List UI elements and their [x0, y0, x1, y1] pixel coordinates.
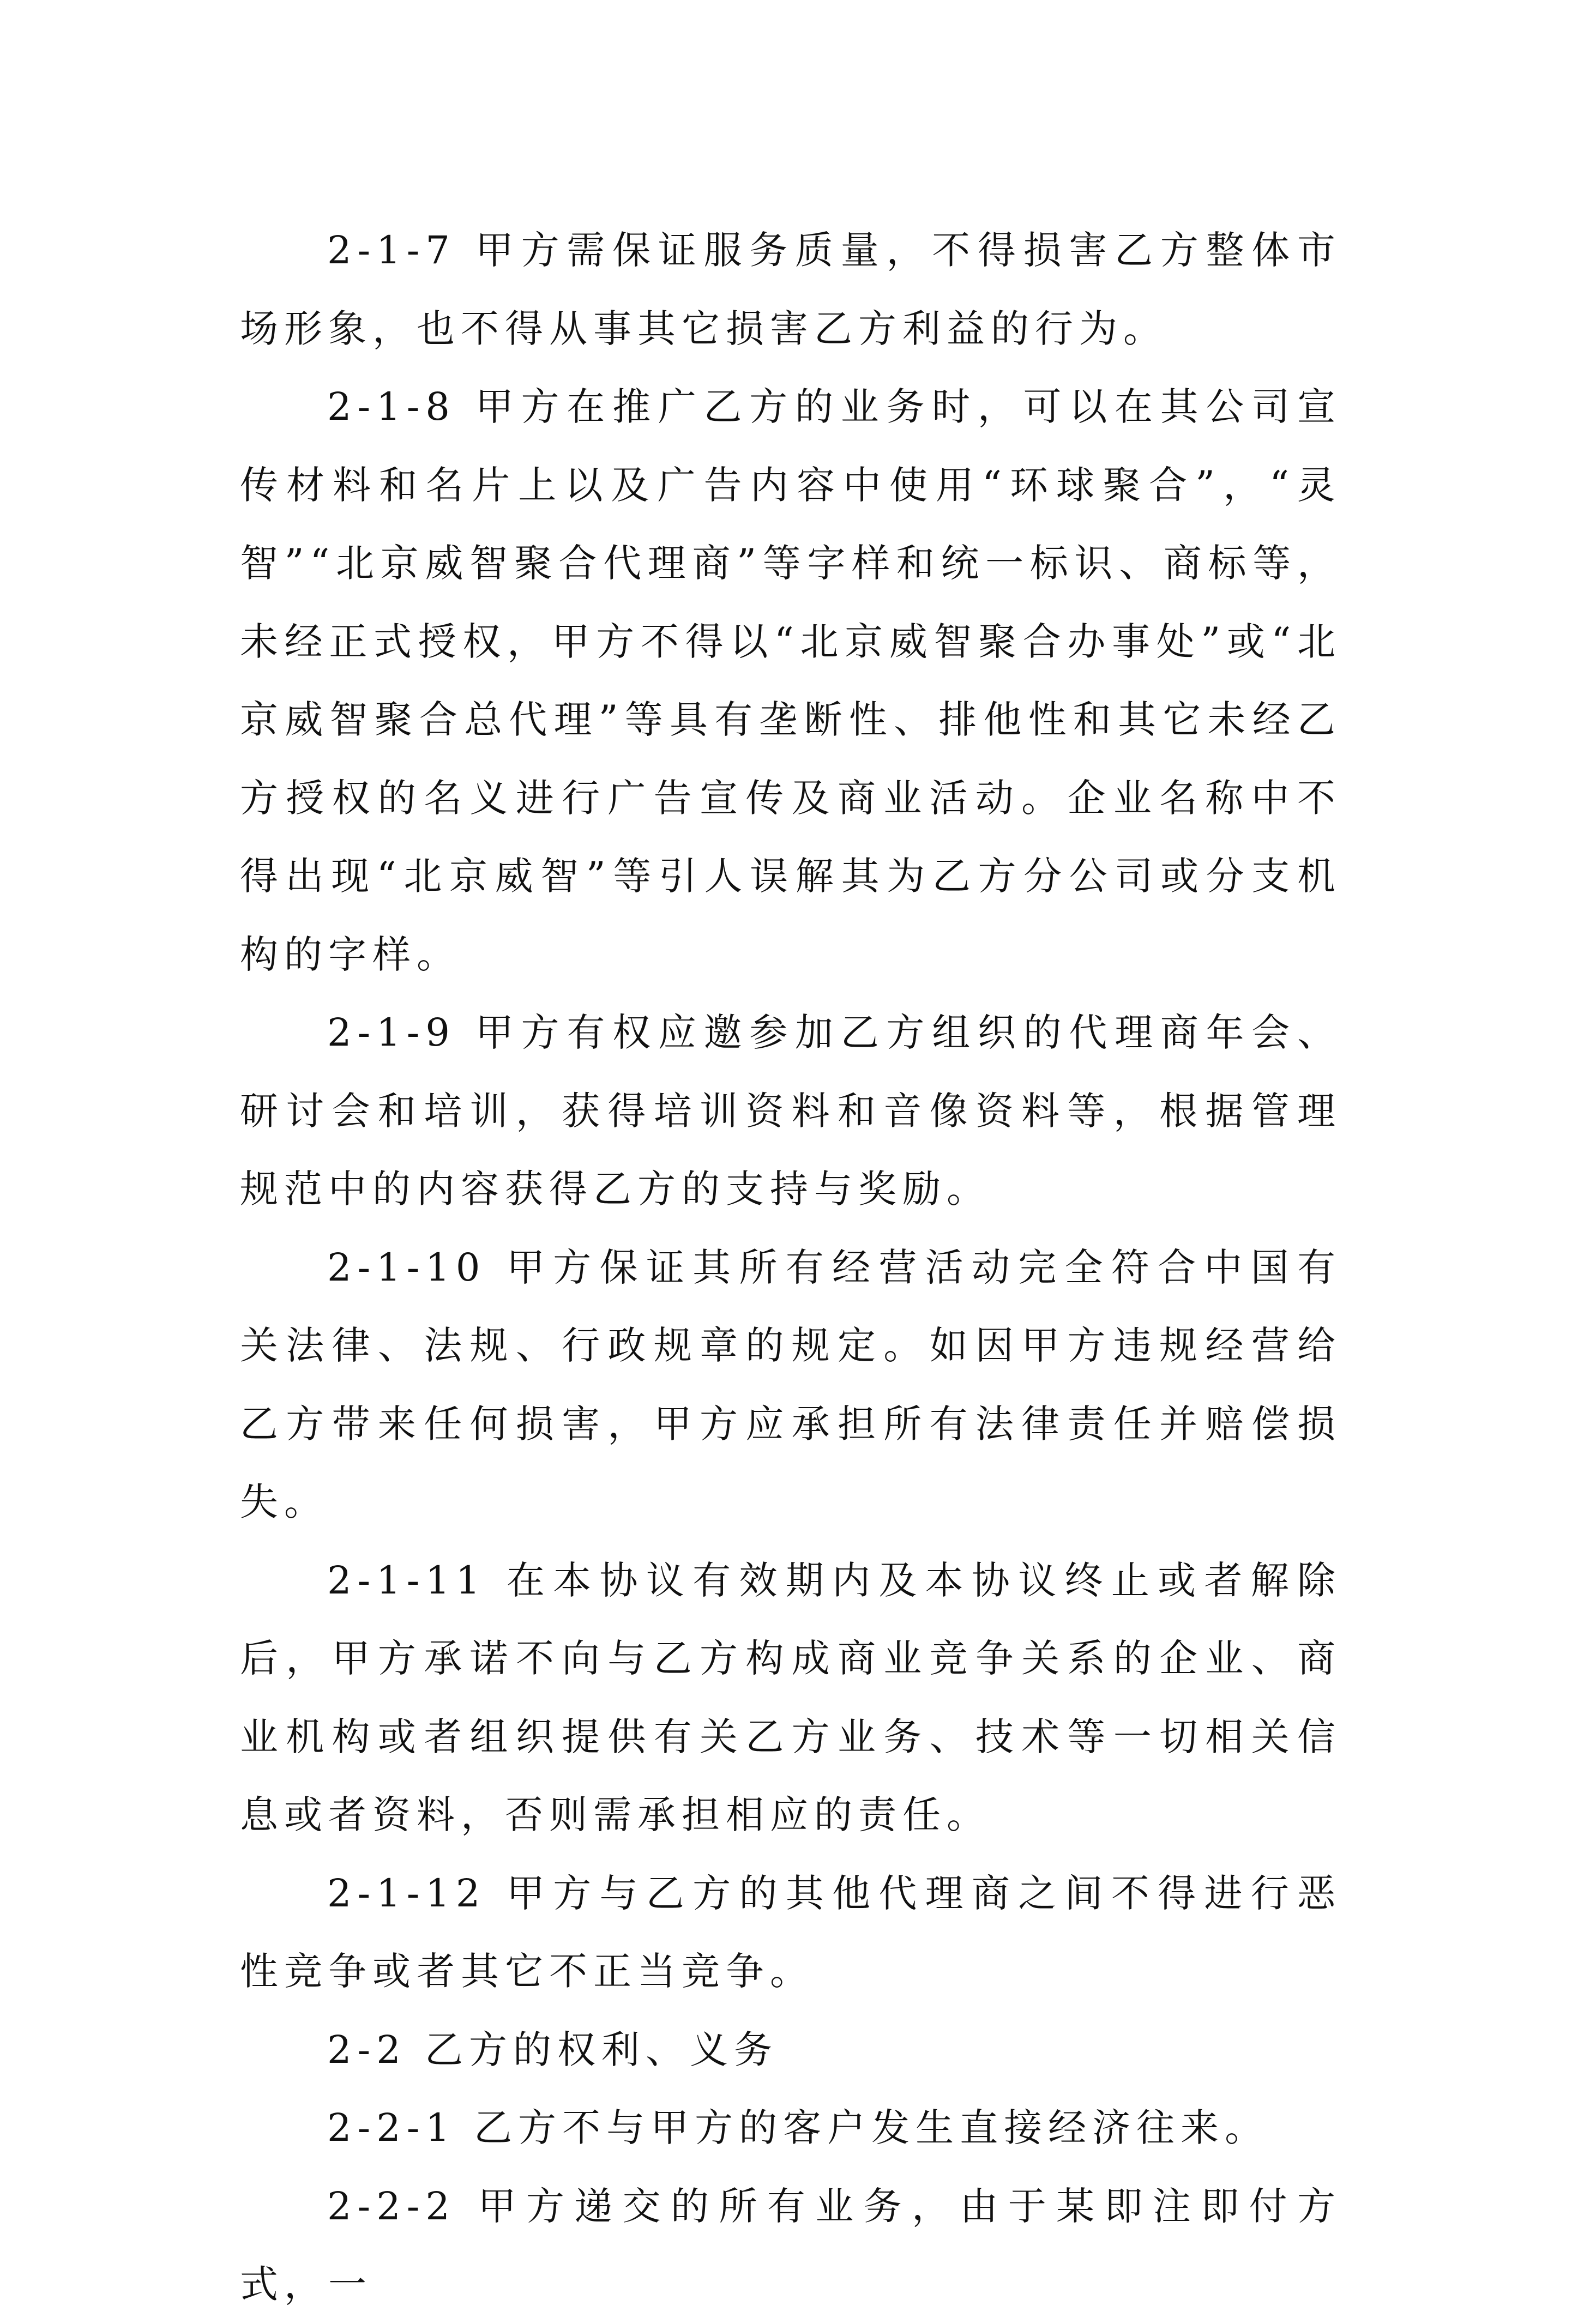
clause-2-2-1: 2-2-1 乙方不与甲方的客户发生直接经济往来。 — [327, 2105, 1269, 2150]
clause-2-1-10: 2-1-10 甲方保证其所有经营活动完全符合中国有关法律、法规、行政规章的规定。如因甲方违规经营给乙方带来任何损害，甲方应承担所有法律责任并赔偿损失。 — [240, 1245, 1341, 1524]
clause-2-1-9: 2-1-9 甲方有权应邀参加乙方组织的代理商年会、研讨会和培训，获得培训资料和音像资料等，根据管理规范中的内容获得乙方的支持与奖励。 — [240, 1010, 1341, 1211]
clause-2-1-7: 2-1-7 甲方需保证服务质量，不得损害乙方整体市场形象，也不得从事其它损害乙方利益的行为。 — [240, 228, 1341, 351]
clause-2-1-8: 2-1-8 甲方在推广乙方的业务时，可以在其公司宣传材料和名片上以及广告内容中使用“环球聚合”，“灵智”“北京威智聚合代理商”等字样和统一标识、商标等，未经正式授权，甲方不得以“北京威智聚合办事处”或“北京威智聚合总代理”等具有垄断性、排他性和其它未经乙方授权的名义进行广告宣传及商业活动。企业名称中不得出现“北京威智”等引人误解其为乙方分公司或分支机构的字样。 — [240, 384, 1341, 977]
clause-2-1-12: 2-1-12 甲方与乙方的其他代理商之间不得进行恶性竞争或者其它不正当竞争。 — [240, 1870, 1341, 1994]
clause-2-2-2: 2-2-2 甲方递交的所有业务，由于某即注即付方式，一 — [240, 2183, 1341, 2307]
document-body — [240, 212, 1341, 2324]
clause-2-1-11: 2-1-11 在本协议有效期内及本协议终止或者解除后，甲方承诺不向与乙方构成商业竞争关系的企业、商业机构或者组织提供有关乙方业务、技术等一切相关信息或者资料，否则需承担相应的责任。 — [240, 1558, 1341, 1837]
section-heading-2-2: 2-2 乙方的权利、义务 — [327, 2027, 778, 2072]
